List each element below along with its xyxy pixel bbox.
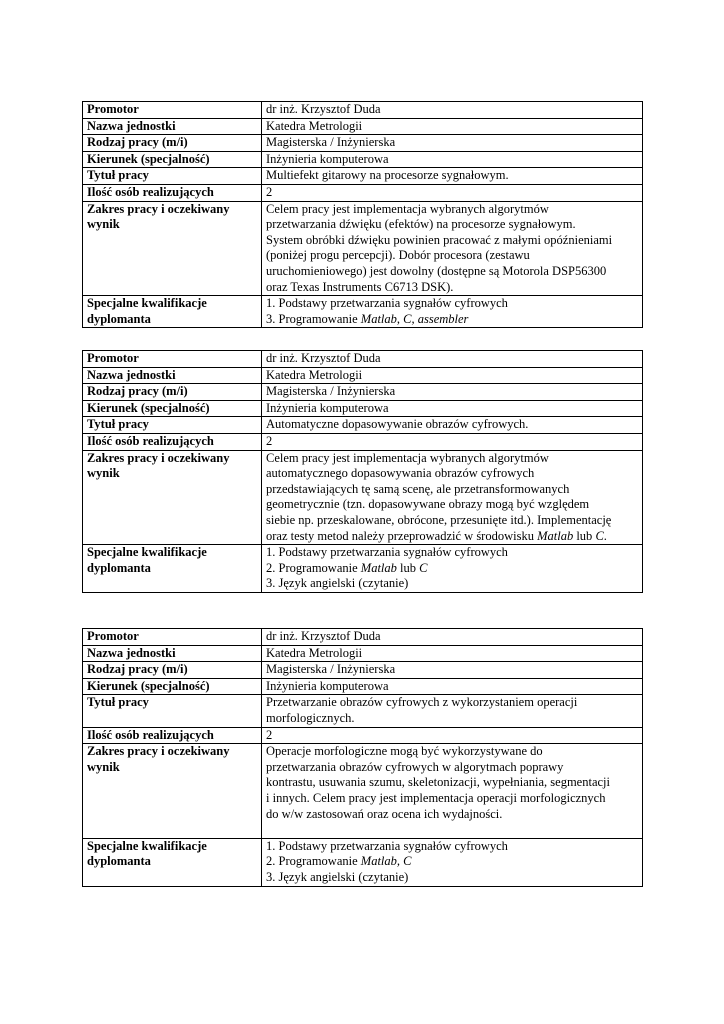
row-direction [83, 678, 643, 695]
text-line: Celem pracy jest implementacja wybranych algorytmów [266, 450, 549, 465]
text-run: 3. Język angielski (czytanie) [266, 869, 409, 884]
label-title: Tytuł pracy [83, 417, 262, 434]
text-line [266, 839, 638, 855]
text-run: 2. Programowanie [266, 854, 361, 869]
text-line [266, 296, 638, 312]
value-direction: Inżynieria komputerowa [262, 678, 643, 695]
row-direction [83, 400, 643, 417]
label-unit: Nazwa jednostki [83, 367, 262, 384]
text-run: 2. Programowanie [266, 560, 361, 575]
value-quals [262, 838, 643, 886]
row-scope [83, 450, 643, 545]
text-line [266, 561, 638, 577]
text-line: System obróbki dźwięku powinien pracować z małymi opóźnieniami [266, 232, 613, 247]
value-direction: Inżynieria komputerowa [262, 400, 643, 417]
text-line: geometrycznie (tzn. dopasowywane obrazy mogą być względem [266, 497, 590, 512]
label-quals [83, 545, 262, 593]
label-unit: Nazwa jednostki [83, 118, 262, 135]
row-unit [83, 118, 643, 135]
label-persons: Ilość osób realizujących [83, 433, 262, 450]
text-line: Automatyczne dopasowywanie obrazów cyfrowych. [266, 417, 529, 432]
text-run: 1. Podstawy przetwarzania sygnałów cyfrowych [266, 545, 508, 560]
text-line: dyplomanta [87, 311, 151, 326]
row-promotor [83, 629, 643, 646]
text-line [266, 545, 638, 561]
text-line [266, 529, 638, 545]
text-line [266, 312, 638, 328]
label-title: Tytuł pracy [83, 168, 262, 185]
row-unit [83, 367, 643, 384]
row-promotor [83, 351, 643, 368]
row-title [83, 417, 643, 434]
text-run: 1. Podstawy przetwarzania sygnałów cyfrowych [266, 838, 508, 853]
label-type: Rodzaj pracy (m/i) [83, 662, 262, 679]
text-line: przedstawiających tę samą scenę, ale przetransformowanych [266, 481, 570, 496]
text-run: oraz testy metod należy przeprowadzić w środowisku [266, 528, 538, 543]
label-direction: Kierunek (specjalność) [83, 678, 262, 695]
italic-term: C, assembler [403, 311, 469, 326]
label-promotor: Promotor [83, 102, 262, 119]
text-line: morfologicznych. [266, 710, 355, 725]
row-persons [83, 184, 643, 201]
label-direction: Kierunek (specjalność) [83, 151, 262, 168]
label-scope [83, 744, 262, 839]
text-line: Specjalne kwalifikacje [87, 838, 207, 853]
text-line: Specjalne kwalifikacje [87, 545, 207, 560]
text-line: przetwarzania dźwięku (efektów) na procesorze sygnałowym. [266, 217, 576, 232]
text-run: . [603, 528, 607, 543]
text-line: Zakres pracy i oczekiwany [87, 450, 230, 465]
row-direction [83, 151, 643, 168]
row-title [83, 695, 643, 727]
text-line: (poniżej progu percepcji). Dobór procesora (zestawu [266, 248, 530, 263]
value-promotor: dr inż. Krzysztof Duda [262, 102, 643, 119]
label-quals [83, 838, 262, 886]
value-promotor: dr inż. Krzysztof Duda [262, 351, 643, 368]
text-line: oraz Texas Instruments C6713 DSK). [266, 279, 454, 294]
row-persons [83, 433, 643, 450]
italic-term: C [595, 528, 604, 543]
value-type: Magisterska / Inżynierska [262, 135, 643, 152]
text-run: , [396, 311, 404, 326]
thesis-table [82, 101, 643, 328]
label-type: Rodzaj pracy (m/i) [83, 384, 262, 401]
value-type: Magisterska / Inżynierska [262, 662, 643, 679]
row-type [83, 662, 643, 679]
row-unit [83, 645, 643, 662]
label-direction: Kierunek (specjalność) [83, 400, 262, 417]
text-line: do w/w zastosowań oraz ocena ich wydajności. [266, 806, 503, 821]
text-line: siebie np. przeskalowane, obrócone, przesunięte itd.). Implementację [266, 512, 612, 527]
value-title [262, 417, 643, 434]
text-line [266, 854, 638, 870]
text-line: Celem pracy jest implementacja wybranych algorytmów [266, 201, 549, 216]
thesis-table [82, 350, 643, 593]
label-quals [83, 296, 262, 328]
row-type [83, 135, 643, 152]
value-quals [262, 296, 643, 328]
text-line: dyplomanta [87, 854, 151, 869]
text-line: Operacje morfologiczne mogą być wykorzystywane do [266, 744, 543, 759]
value-promotor: dr inż. Krzysztof Duda [262, 629, 643, 646]
label-unit: Nazwa jednostki [83, 645, 262, 662]
text-line: wynik [87, 759, 120, 774]
text-line: Zakres pracy i oczekiwany [87, 201, 230, 216]
value-title [262, 168, 643, 185]
value-unit: Katedra Metrologii [262, 645, 643, 662]
row-type [83, 384, 643, 401]
text-line: dyplomanta [87, 560, 151, 575]
value-title [262, 695, 643, 727]
label-persons: Ilość osób realizujących [83, 727, 262, 744]
label-type: Rodzaj pracy (m/i) [83, 135, 262, 152]
text-line: przetwarzania obrazów cyfrowych w algorytmach poprawy [266, 759, 564, 774]
text-run: 3. Język angielski (czytanie) [266, 576, 409, 591]
text-line [266, 822, 638, 838]
value-type: Magisterska / Inżynierska [262, 384, 643, 401]
text-run: lub [573, 528, 596, 543]
value-unit: Katedra Metrologii [262, 367, 643, 384]
value-persons: 2 [262, 727, 643, 744]
text-line: wynik [87, 217, 120, 232]
text-line: uruchomieniowego) jest dowolny (dostępne są Motorola DSP56300 [266, 263, 607, 278]
text-line: kontrastu, usuwania szumu, skeletonizacji, wypełniania, segmentacji [266, 775, 611, 790]
text-line: automatycznego dopasowywania obrazów cyfrowych [266, 466, 535, 481]
text-line: wynik [87, 466, 120, 481]
row-title [83, 168, 643, 185]
text-line: Specjalne kwalifikacje [87, 296, 207, 311]
row-scope [83, 201, 643, 296]
label-promotor: Promotor [83, 351, 262, 368]
italic-term: C [419, 560, 428, 575]
row-promotor [83, 102, 643, 119]
value-persons: 2 [262, 184, 643, 201]
value-scope [262, 450, 643, 545]
value-scope [262, 744, 643, 839]
italic-term: Matlab [537, 528, 574, 543]
label-scope [83, 450, 262, 545]
row-quals [83, 545, 643, 593]
text-line: Zakres pracy i oczekiwany [87, 744, 230, 759]
italic-term: Matlab, C [360, 854, 412, 869]
label-scope [83, 201, 262, 296]
value-quals [262, 545, 643, 593]
text-line [266, 870, 638, 886]
row-quals [83, 296, 643, 328]
text-line: Multiefekt gitarowy na procesorze sygnałowym. [266, 168, 509, 183]
value-unit: Katedra Metrologii [262, 118, 643, 135]
text-line: Przetwarzanie obrazów cyfrowych z wykorzystaniem operacji [266, 695, 578, 710]
label-promotor: Promotor [83, 629, 262, 646]
text-run: 3. Programowanie [266, 311, 361, 326]
value-scope [262, 201, 643, 296]
value-direction: Inżynieria komputerowa [262, 151, 643, 168]
row-persons [83, 727, 643, 744]
row-scope [83, 744, 643, 839]
italic-term: Matlab [360, 560, 397, 575]
text-run: lub [396, 560, 420, 575]
value-persons: 2 [262, 433, 643, 450]
text-line [266, 576, 638, 592]
label-persons: Ilość osób realizujących [83, 184, 262, 201]
text-line: i innych. Celem pracy jest implementacja operacji morfologicznych [266, 790, 606, 805]
row-quals [83, 838, 643, 886]
italic-term: Matlab [360, 311, 397, 326]
label-title: Tytuł pracy [83, 695, 262, 727]
text-run: 1. Podstawy przetwarzania sygnałów cyfrowych [266, 296, 508, 311]
thesis-table [82, 628, 643, 887]
